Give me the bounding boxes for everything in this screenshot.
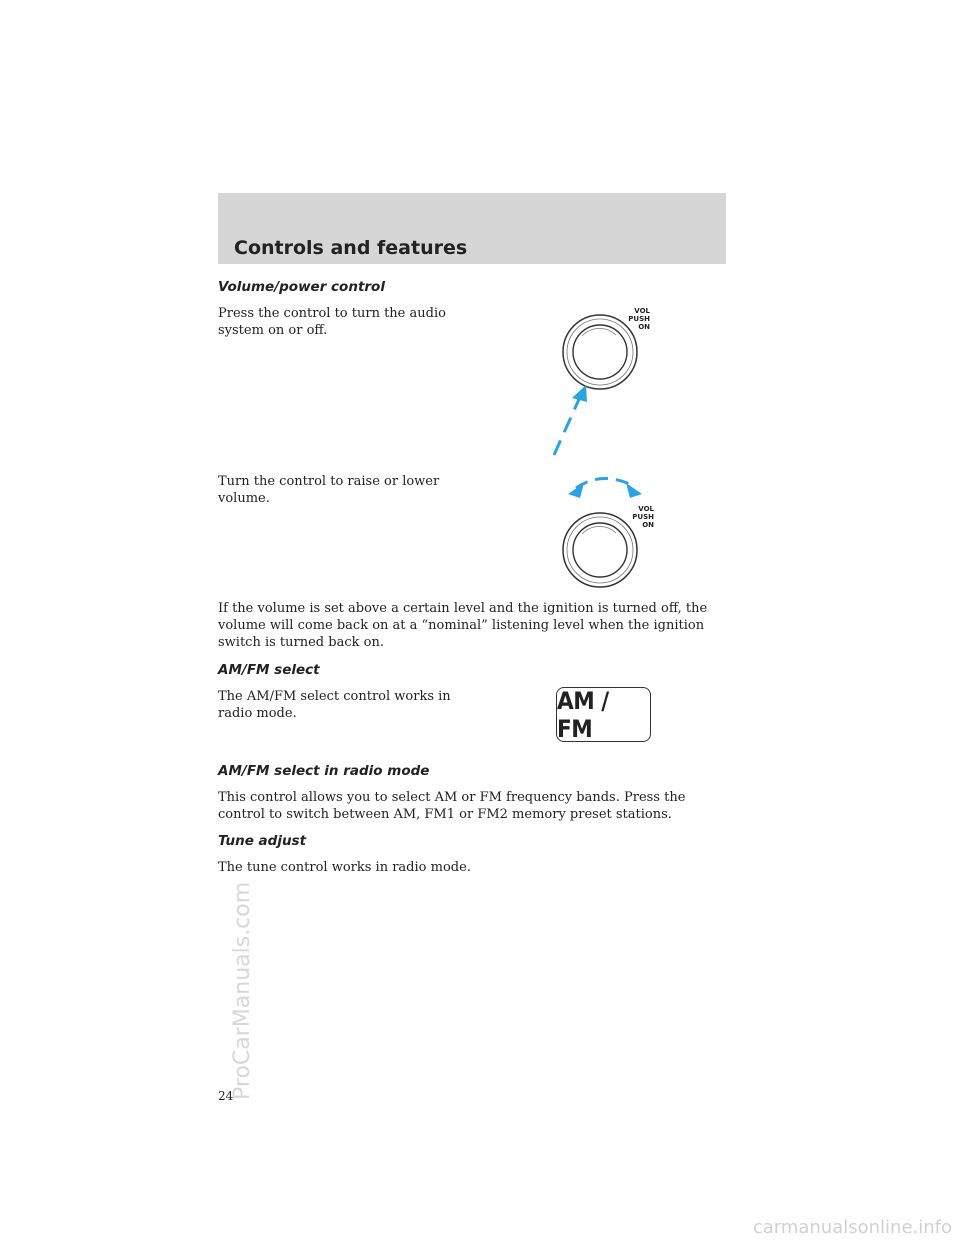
heading-amfm-select: AM/FM select — [218, 662, 320, 678]
volume-knob-label-top: VOL PUSH ON — [628, 307, 650, 331]
knob-highlight — [582, 328, 616, 336]
amfm-button-label: AM / FM — [557, 686, 609, 743]
heading-volume-power-control: Volume/power control — [218, 279, 385, 295]
page-title: Controls and features — [234, 237, 468, 259]
footer-watermark: carmanualsonline.info — [752, 1217, 952, 1238]
paragraph-volume-nominal: If the volume is set above a certain level and the ignition is turned off, the volume will come back on at a “nominal” listening level when the ignition switch is turned back on. — [218, 601, 708, 650]
volume-knob-press-figure — [540, 300, 680, 460]
knob-outer-ring — [563, 513, 637, 587]
paragraph-amfm-select: The AM/FM select control works in radio mode. — [218, 689, 451, 721]
volume-knob-label-bottom: VOL PUSH ON — [632, 505, 654, 529]
paragraph-amfm-radio-mode: This control allows you to select AM or FM frequency bands. Press the control to switch between AM, FM1 or FM2 memory preset stations. — [218, 790, 686, 822]
turn-arrow-arc — [576, 478, 634, 488]
paragraph-volume-turn: Turn the control to raise or lower volume. — [218, 474, 440, 506]
press-arrow-head — [572, 385, 587, 402]
volume-knob-turn-figure — [540, 470, 680, 595]
heading-tune-adjust: Tune adjust — [218, 833, 307, 849]
knob-highlight — [582, 526, 616, 534]
paragraph-tune-adjust: The tune control works in radio mode. — [218, 860, 471, 875]
side-watermark: ProCarManuals.com — [230, 881, 255, 1100]
knob-face — [573, 523, 627, 577]
header-band — [218, 193, 726, 264]
turn-arrow-head-right — [626, 483, 642, 498]
knob-inner-ring — [567, 517, 633, 583]
heading-amfm-radio-mode: AM/FM select in radio mode — [218, 763, 430, 779]
turn-arrow-head-left — [568, 483, 584, 498]
page-number: 24 — [218, 1089, 234, 1103]
knob-face — [573, 325, 627, 379]
amfm-button-illustration — [556, 687, 651, 742]
press-arrow-shaft — [554, 397, 580, 455]
paragraph-volume-press: Press the control to turn the audio system on or off. — [218, 306, 446, 338]
